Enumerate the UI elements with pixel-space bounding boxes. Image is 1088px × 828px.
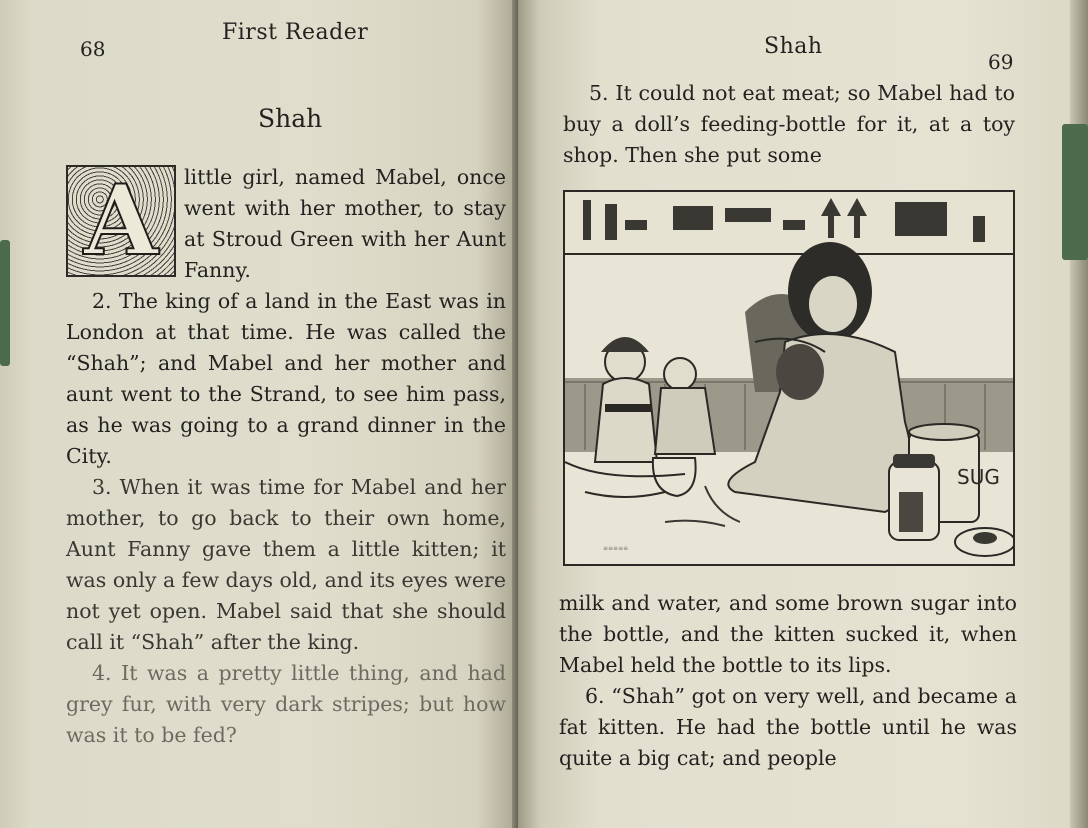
drop-cap-letter: A: [83, 164, 159, 277]
paragraph-5-continued: milk and water, and some brown sugar into the bottle, and the kitten sucked it, when Mabel held the bottle to its lips.: [559, 591, 1017, 677]
left-page: [0, 0, 518, 828]
paragraph-4: 4. It was a pretty little thing, and had grey fur, with very dark stripes; but how was it to be fed?: [66, 661, 506, 747]
chapter-title: Shah: [258, 104, 323, 133]
feeding-bottle: [889, 454, 939, 540]
left-page-number: 68: [80, 37, 106, 61]
paragraph-5: 5. It could not eat meat; so Mabel had to buy a doll’s feeding-bottle for it, at a toy shop. Then she put some: [563, 81, 1015, 167]
svg-text:≡≡≡≡≡: ≡≡≡≡≡: [603, 545, 629, 552]
right-page-number: 69: [988, 50, 1014, 74]
paragraph-2: 2. The king of a land in the East was in London at that time. He was called the “Shah”; and Mabel and her mother and aunt went to the Strand, to see him pass, as he was going to a grand dinner in the City.: [66, 289, 506, 468]
right-page-text-top: [563, 78, 1015, 171]
right-page-text-bottom: [559, 588, 1017, 774]
right-running-head: Shah: [764, 34, 823, 59]
paragraph-1: little girl, named Mabel, once went with her mother, to stay at Stroud Green with her Aunt Fanny.: [184, 165, 506, 282]
paragraph-6: 6. “Shah” got on very well, and became a fat kitten. He had the bottle until he was quite a big cat; and people: [559, 684, 1017, 770]
left-ribbon-marker: [0, 240, 10, 366]
drop-cap-ornament: [66, 165, 176, 277]
sugar-label: SUG: [957, 465, 1000, 489]
illustration-drawing: [565, 192, 1013, 564]
paragraph-3: 3. When it was time for Mabel and her mother, to go back to their own home, Aunt Fanny gave them a little kitten; it was only a few days old, and its eyes were not yet open. Mabel said that she should call it “Shah” after the king.: [66, 475, 506, 654]
right-ribbon-marker: [1062, 124, 1088, 260]
left-running-head: First Reader: [222, 20, 369, 45]
left-page-text: [66, 162, 506, 751]
illustration-girl-feeding-kitten: [563, 190, 1015, 566]
